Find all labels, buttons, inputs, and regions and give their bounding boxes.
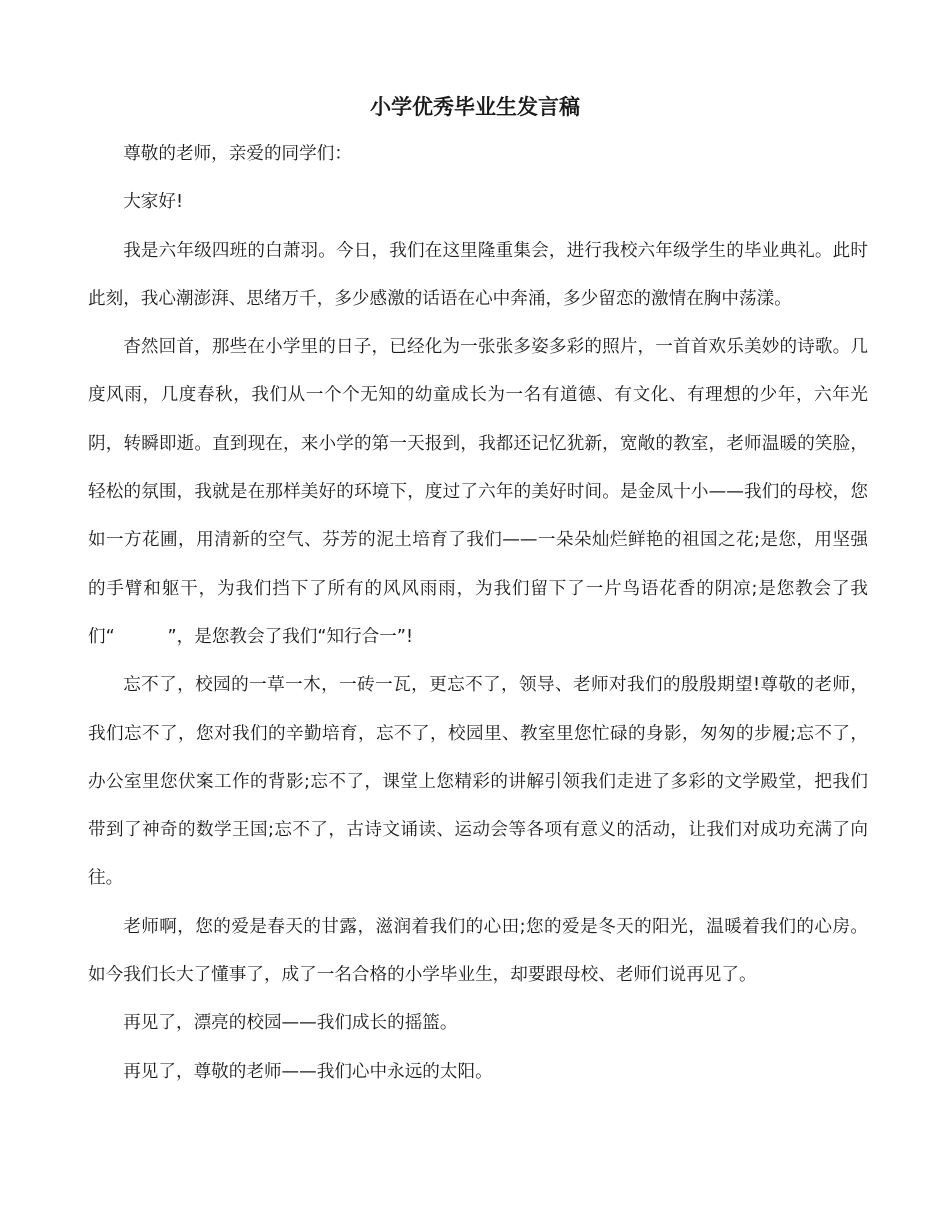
document-body — [88, 130, 868, 1096]
paragraph-memories: 杳然回首，那些在小学里的日子，已经化为一张张多姿多彩的照片，一首首欢乐美妙的诗歌。几度风雨，几度春秋，我们从一个个无知的幼童成长为一名有道德、有文化、有理想的少年，六年光阴，转瞬即逝。直到现在，来小学的第一天报到，我都还记忆犹新，宽敞的教室，老师温暖的笑脸，轻松的氛围，我就是在那样美好的环境下，度过了六年的美好时间。是金凤十小——我们的母校，您如一方花圃，用清新的空气、芬芳的泥土培育了我们——一朵朵灿烂鲜艳的祖国之花;是您，用坚强的手臂和躯干，为我们挡下了所有的风风雨雨，为我们留下了一片鸟语花香的阴凉;是您教会了我们“ ”，是您教会了我们“知行合一”! — [88, 337, 868, 647]
paragraph-unforgettable: 忘不了，校园的一草一木，一砖一瓦，更忘不了，领导、老师对我们的殷殷期望!尊敬的老师，我们忘不了，您对我们的辛勤培育，忘不了，校园里、教室里您忙碌的身影，匆匆的步履;忘不了，办公室里您伏案工作的背影;忘不了，课堂上您精彩的讲解引领我们走进了多彩的文学殿堂，把我们带到了神奇的数学王国;忘不了，古诗文诵读、运动会等各项有意义的活动，让我们对成功充满了向往。 — [88, 675, 868, 889]
paragraph-salutation: 尊敬的老师，亲爱的同学们： — [123, 144, 352, 164]
paragraph-farewell-teachers: 再见了，尊敬的老师——我们心中永远的太阳。 — [123, 1061, 493, 1082]
paragraph-farewell-campus: 再见了，漂亮的校园——我们成长的摇篮。 — [123, 1013, 458, 1034]
paragraph-teachers-love: 老师啊，您的爱是春天的甘露，滋润着我们的心田;您的爱是冬天的阳光，温暖着我们的心房。如今我们长大了懂事了，成了一名合格的小学毕业生，却要跟母校、老师们说再见了。 — [88, 916, 868, 986]
document-title: 小学优秀毕业生发言稿 — [370, 95, 580, 119]
paragraph-introduction: 我是六年级四班的白萧羽。今日，我们在这里隆重集会，进行我校六年级学生的毕业典礼。此时此刻，我心潮澎湃、思绪万千，多少感激的话语在心中奔涌，多少留恋的激情在胸中荡漾。 — [88, 240, 868, 309]
paragraph-greeting: 大家好! — [123, 192, 184, 213]
